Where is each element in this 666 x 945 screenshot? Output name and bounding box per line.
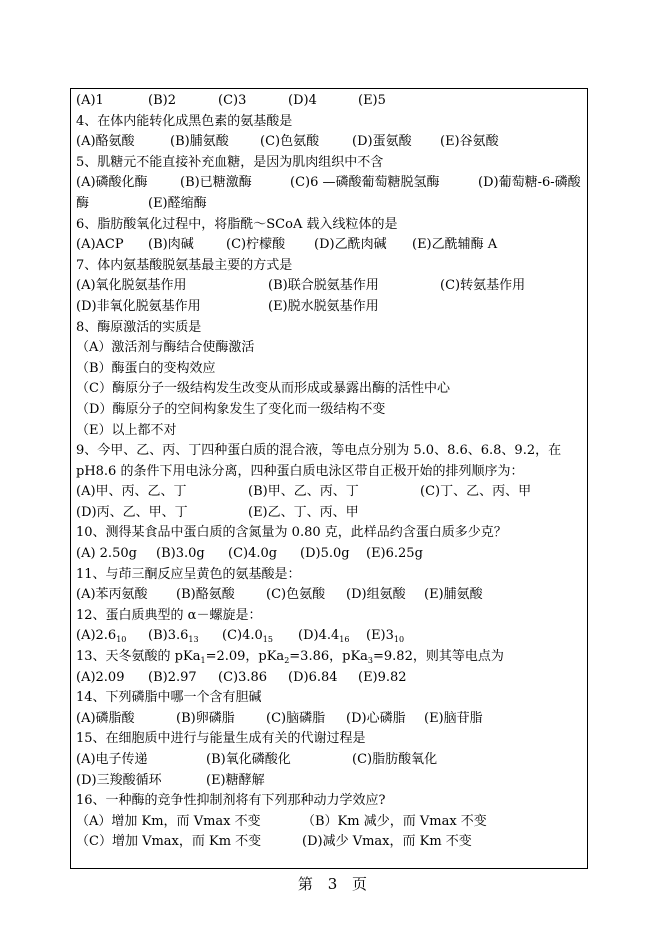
q4-option-b: (B)脯氨酸 — [170, 134, 229, 150]
q13-option-e: (E)9.82 — [358, 669, 407, 685]
q5-option-c: (C)6 —磷酸葡萄糖脱氢酶 — [290, 175, 440, 191]
q7-option-e: (E)脱水脱氨基作用 — [268, 298, 379, 314]
q11-stem: 11、与茚三酮反应呈黄色的氨基酸是： — [76, 566, 301, 582]
q5-stem: 5、肌糖元不能直接补充血糖，是因为肌肉组织中不含 — [76, 154, 384, 170]
q12-option-d: $(D)4.4_{16}$ — [298, 628, 350, 645]
q6-option-d: (D)乙酰肉碱 — [314, 237, 387, 253]
q9-options-row2 — [76, 503, 588, 524]
q14-option-b: (B)卵磷脂 — [176, 710, 235, 726]
q9-option-d: (D)丙、乙、甲、丁 — [76, 504, 188, 520]
q8-option-e: （E）以上都不对 — [76, 422, 177, 438]
page-number — [0, 873, 666, 894]
q5-option-a: (A)磷酸化酶 — [76, 175, 148, 191]
q15-stem: 15、在细胞质中进行与能量生成有关的代谢过程是 — [76, 731, 366, 747]
q16-option-c: （C）增加 Vmax，而 Km 不变 — [76, 834, 262, 850]
q5-options — [76, 173, 588, 194]
q7-options-row2 — [76, 297, 588, 318]
q8-option-a: （A）激活剂与酶结合使酶激活 — [76, 340, 255, 356]
q7-option-b: (B)联合脱氨基作用 — [268, 278, 379, 294]
q11-option-c: (C)色氨酸 — [266, 587, 326, 603]
q6-option-b: (B)肉碱 — [148, 237, 194, 253]
q11-options — [76, 585, 588, 606]
q15-option-e: (E)糖酵解 — [206, 772, 265, 788]
q16-option-a: （A）增加 Km，而 Vmax 不变 — [76, 813, 261, 829]
q4-option-c: (C)色氨酸 — [260, 134, 320, 150]
q13-option-b: (B)2.97 — [148, 669, 197, 685]
q9-stem-line2: pH8.6 的条件下用电泳分离，四种蛋白质电泳区带自正极开始的排列顺序为： — [76, 463, 524, 479]
q11-option-a: (A)苯丙氨酸 — [76, 587, 148, 603]
q10-option-e: (E)6.25g — [366, 546, 423, 562]
q14-option-e: (E)脑苷脂 — [424, 710, 483, 726]
q11-option-e: (E)脯氨酸 — [424, 587, 483, 603]
q13-option-c: (C)3.86 — [218, 669, 268, 685]
q8-option-d: （D）酶原分子的空间构象发生了变化而一级结构不变 — [76, 401, 386, 417]
q10-option-d: (D)5.0g — [300, 546, 350, 562]
q3-option-a: (A)1 — [76, 93, 104, 108]
q13-option-d: (D)6.84 — [288, 669, 338, 685]
q13-stem: 13、天冬氨酸的 pKa$_1$=2.09，pKa$_2$=3.86，pKa$_3$=9.82，则其等电点为 — [76, 649, 504, 666]
q3-option-d: (D)4 — [288, 93, 317, 108]
q15-option-d: (D)三羧酸循环 — [76, 772, 162, 788]
q7-option-a: (A)氧化脱氨基作用 — [76, 278, 187, 294]
q4-option-d: (D)蛋氨酸 — [352, 134, 412, 150]
q14-option-a: (A)磷脂酸 — [76, 710, 135, 726]
q7-options-row1 — [76, 276, 588, 297]
q11-option-d: (D)组氨酸 — [346, 587, 406, 603]
q5-option-b: (B)已糖激酶 — [180, 175, 252, 191]
q10-option-c: (C)4.0g — [228, 546, 278, 562]
q8-option-c: （C）酶原分子一级结构发生改变从而形成或暴露出酶的活性中心 — [76, 381, 450, 397]
q12-option-e: $(E)3_{10}$ — [366, 628, 405, 645]
q9-option-e: (E)乙、丁、丙、甲 — [248, 504, 359, 520]
q12-option-b: $(B)3.6_{13}$ — [148, 628, 199, 645]
q10-option-b: (B)3.0g — [156, 546, 205, 562]
q15-option-b: (B)氧化磷酸化 — [206, 752, 291, 767]
q9-option-c: (C)丁、乙、丙、甲 — [420, 484, 532, 500]
q5-option-d-cont: 酶 — [76, 195, 90, 211]
q7-stem: 7、体内氨基酸脱氨基最主要的方式是 — [76, 257, 293, 273]
q12-options — [76, 626, 588, 647]
page-number-prefix: 第 — [297, 875, 314, 893]
q13-option-a: (A)2.09 — [76, 669, 125, 685]
q16-option-b: （B）Km 减少，而 Vmax 不变 — [302, 813, 487, 829]
q3-option-e: (E)5 — [358, 93, 386, 108]
q7-option-d: (D)非氧化脱氨基作用 — [76, 298, 201, 314]
q14-stem: 14、下列磷脂中哪一个含有胆碱 — [76, 690, 262, 706]
q15-option-c: (C)脂肪酸氧化 — [352, 752, 438, 767]
q7-option-c: (C)转氨基作用 — [440, 278, 526, 294]
q4-stem: 4、在体内能转化成黑色素的氨基酸是 — [76, 113, 293, 129]
q16-option-d: (D)减少 Vmax，而 Km 不变 — [302, 834, 472, 850]
q15-options-row2 — [76, 771, 588, 792]
q9-option-a: (A)甲、丙、乙、丁 — [76, 484, 187, 500]
q15-option-a: (A)电子传递 — [76, 752, 148, 767]
q5-option-e: (E)醛缩酶 — [148, 195, 207, 211]
q10-option-a: (A) 2.50g — [76, 546, 137, 562]
q8-option-b: （B）酶蛋白的变构效应 — [76, 360, 216, 376]
q10-options — [76, 544, 588, 565]
q10-stem: 10、测得某食品中蛋白质的含氮量为 0.80 克，此样品约含蛋白质多少克？ — [76, 525, 507, 541]
q6-option-e: (E)乙酰辅酶 A — [412, 237, 498, 253]
q6-options — [76, 235, 588, 256]
q12-stem: 12、蛋白质典型的 α－螺旋是： — [76, 607, 262, 623]
q3-option-c: (C)3 — [218, 93, 247, 108]
q6-stem: 6、脂肪酸氧化过程中，将脂酰～SCoA 载入线粒体的是 — [76, 216, 398, 232]
q5-options-cont — [76, 194, 588, 215]
page-number-suffix: 页 — [352, 875, 369, 893]
q12-option-c: $(C)4.0_{15}$ — [222, 628, 273, 645]
q16-options-row2 — [76, 832, 588, 853]
q5-option-d: (D)葡萄糖-6-磷酸 — [478, 175, 581, 191]
q3-option-b: (B)2 — [148, 93, 176, 108]
q9-stem-line1: 9、今甲、乙、丙、丁四种蛋白质的混合液，等电点分别为 5.0、8.6、6.8、9.2，在 — [76, 443, 562, 459]
q11-option-b: (B)酪氨酸 — [176, 587, 235, 603]
q4-options — [76, 132, 588, 153]
exam-content — [76, 91, 588, 853]
q14-options — [76, 709, 588, 730]
q16-options-row1 — [76, 812, 588, 833]
q4-option-e: (E)谷氨酸 — [440, 134, 499, 150]
q6-option-c: (C)柠檬酸 — [226, 237, 286, 253]
q4-option-a: (A)酪氨酸 — [76, 134, 135, 150]
q12-option-a: $(A)2.6_{10}$ — [76, 628, 127, 645]
q13-options — [76, 668, 588, 689]
q16-stem: 16、一种酶的竞争性抑制剂将有下列那种动力学效应? — [76, 793, 386, 809]
q14-option-d: (D)心磷脂 — [346, 710, 406, 726]
q3-options — [76, 91, 588, 112]
q6-option-a: (A)ACP — [76, 237, 124, 253]
page-number-value: 3 — [327, 875, 339, 893]
q15-options-row1 — [76, 750, 588, 771]
q9-options-row1 — [76, 482, 588, 503]
q9-option-b: (B)甲、乙、丙、丁 — [248, 484, 359, 500]
q14-option-c: (C)脑磷脂 — [266, 710, 326, 726]
q8-stem: 8、酶原激活的实质是 — [76, 319, 202, 335]
